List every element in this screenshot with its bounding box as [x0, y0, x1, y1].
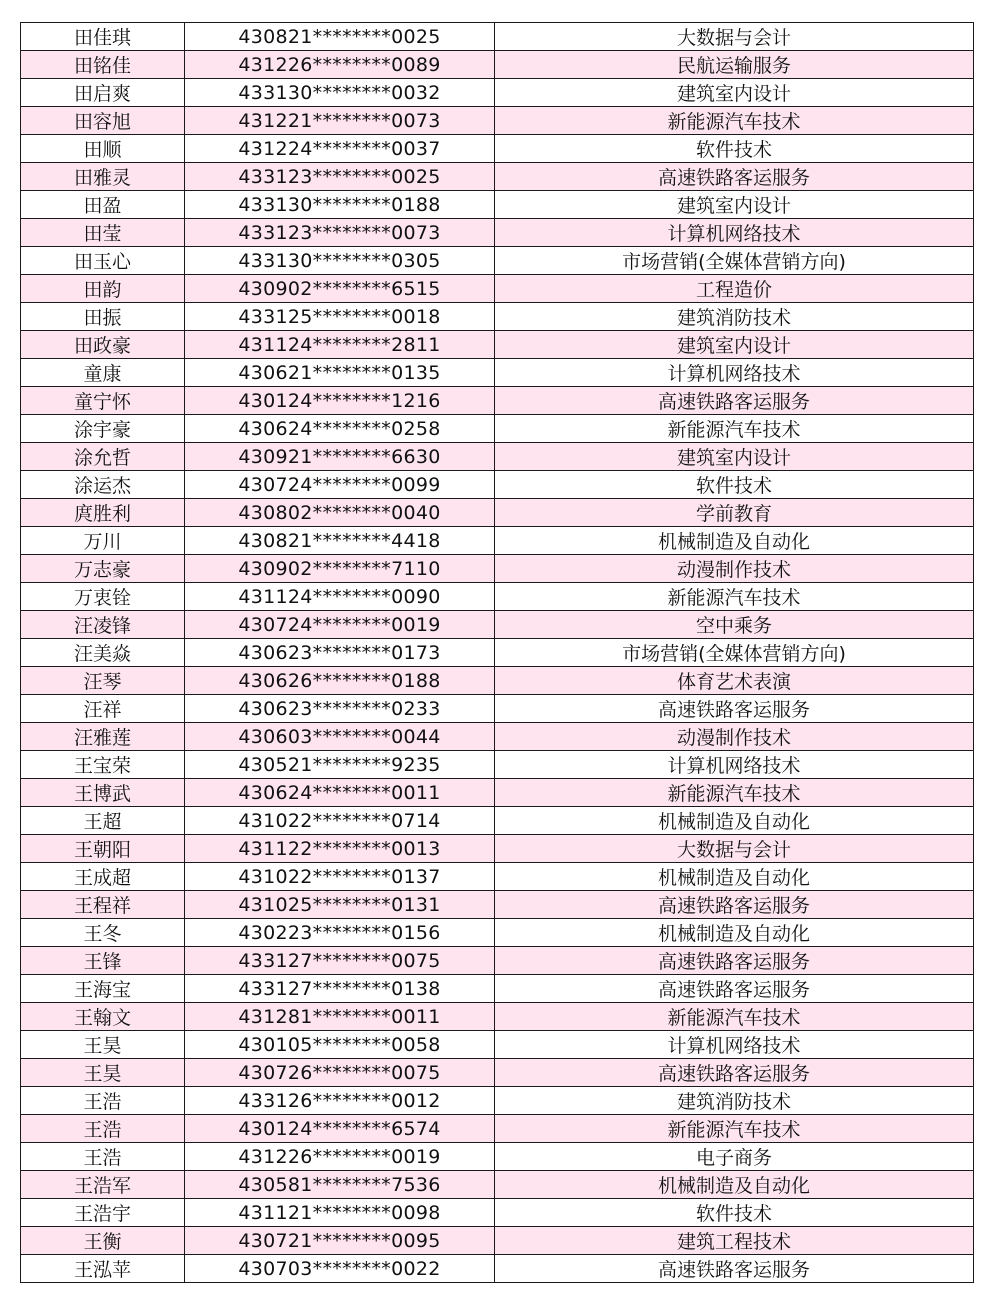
id-number-cell: 430921********6630: [185, 443, 495, 471]
major-cell: 高速铁路客运服务: [495, 695, 974, 723]
student-name-cell: 童康: [21, 359, 185, 387]
major-cell: 市场营销(全媒体营销方向): [495, 247, 974, 275]
major-cell: 新能源汽车技术: [495, 1003, 974, 1031]
table-row: [21, 975, 974, 1003]
student-name-cell: 汪雅莲: [21, 723, 185, 751]
id-number-cell: 431025********0131: [185, 891, 495, 919]
major-cell: 学前教育: [495, 499, 974, 527]
table-row: [21, 23, 974, 51]
table-row: [21, 79, 974, 107]
major-cell: 市场营销(全媒体营销方向): [495, 639, 974, 667]
major-cell: 建筑室内设计: [495, 79, 974, 107]
student-name-cell: 王成超: [21, 863, 185, 891]
major-cell: 民航运输服务: [495, 51, 974, 79]
student-name-cell: 王程祥: [21, 891, 185, 919]
major-cell: 软件技术: [495, 1199, 974, 1227]
student-name-cell: 田玉心: [21, 247, 185, 275]
id-number-cell: 430902********6515: [185, 275, 495, 303]
major-cell: 电子商务: [495, 1143, 974, 1171]
id-number-cell: 431124********2811: [185, 331, 495, 359]
id-number-cell: 430223********0156: [185, 919, 495, 947]
id-number-cell: 433126********0012: [185, 1087, 495, 1115]
student-name-cell: 王超: [21, 807, 185, 835]
student-name-cell: 万衷铨: [21, 583, 185, 611]
major-cell: 高速铁路客运服务: [495, 387, 974, 415]
table-row: [21, 107, 974, 135]
student-name-cell: 汪琴: [21, 667, 185, 695]
student-name-cell: 童宁怀: [21, 387, 185, 415]
table-row: [21, 695, 974, 723]
id-number-cell: 431224********0037: [185, 135, 495, 163]
major-cell: 高速铁路客运服务: [495, 947, 974, 975]
student-name-cell: 王博武: [21, 779, 185, 807]
major-cell: 高速铁路客运服务: [495, 891, 974, 919]
student-name-cell: 田启爽: [21, 79, 185, 107]
table-row: [21, 163, 974, 191]
table-row: [21, 191, 974, 219]
table-row: [21, 331, 974, 359]
student-name-cell: 王宝荣: [21, 751, 185, 779]
student-name-cell: 田盈: [21, 191, 185, 219]
table-row: [21, 219, 974, 247]
student-name-cell: 庹胜利: [21, 499, 185, 527]
id-number-cell: 430626********0188: [185, 667, 495, 695]
major-cell: 机械制造及自动化: [495, 527, 974, 555]
table-row: [21, 1087, 974, 1115]
table-row: [21, 639, 974, 667]
major-cell: 建筑室内设计: [495, 191, 974, 219]
id-number-cell: 430624********0258: [185, 415, 495, 443]
id-number-cell: 430703********0022: [185, 1255, 495, 1283]
major-cell: 空中乘务: [495, 611, 974, 639]
student-name-cell: 王昊: [21, 1031, 185, 1059]
id-number-cell: 431221********0073: [185, 107, 495, 135]
table-row: [21, 1227, 974, 1255]
student-roster-table: [20, 22, 974, 1283]
major-cell: 动漫制作技术: [495, 723, 974, 751]
table-row: [21, 947, 974, 975]
student-name-cell: 王衡: [21, 1227, 185, 1255]
student-name-cell: 汪凌锋: [21, 611, 185, 639]
major-cell: 计算机网络技术: [495, 1031, 974, 1059]
major-cell: 建筑室内设计: [495, 443, 974, 471]
student-name-cell: 田佳琪: [21, 23, 185, 51]
id-number-cell: 433130********0032: [185, 79, 495, 107]
roster-body: [21, 23, 974, 1283]
id-number-cell: 430802********0040: [185, 499, 495, 527]
major-cell: 高速铁路客运服务: [495, 975, 974, 1003]
major-cell: 新能源汽车技术: [495, 1115, 974, 1143]
major-cell: 新能源汽车技术: [495, 415, 974, 443]
table-row: [21, 303, 974, 331]
id-number-cell: 430821********0025: [185, 23, 495, 51]
table-row: [21, 387, 974, 415]
student-name-cell: 汪美焱: [21, 639, 185, 667]
id-number-cell: 430724********0099: [185, 471, 495, 499]
id-number-cell: 430124********6574: [185, 1115, 495, 1143]
major-cell: 建筑室内设计: [495, 331, 974, 359]
table-row: [21, 835, 974, 863]
major-cell: 新能源汽车技术: [495, 107, 974, 135]
student-name-cell: 汪祥: [21, 695, 185, 723]
student-name-cell: 田雅灵: [21, 163, 185, 191]
major-cell: 建筑消防技术: [495, 1087, 974, 1115]
major-cell: 建筑消防技术: [495, 303, 974, 331]
student-name-cell: 万川: [21, 527, 185, 555]
table-row: [21, 807, 974, 835]
major-cell: 大数据与会计: [495, 835, 974, 863]
student-name-cell: 王翰文: [21, 1003, 185, 1031]
student-name-cell: 涂宇豪: [21, 415, 185, 443]
student-name-cell: 田政豪: [21, 331, 185, 359]
id-number-cell: 433123********0073: [185, 219, 495, 247]
table-row: [21, 779, 974, 807]
table-row: [21, 247, 974, 275]
id-number-cell: 433125********0018: [185, 303, 495, 331]
id-number-cell: 430521********9235: [185, 751, 495, 779]
major-cell: 动漫制作技术: [495, 555, 974, 583]
major-cell: 工程造价: [495, 275, 974, 303]
student-name-cell: 王浩军: [21, 1171, 185, 1199]
student-name-cell: 王冬: [21, 919, 185, 947]
table-row: [21, 751, 974, 779]
table-row: [21, 275, 974, 303]
student-name-cell: 涂运杰: [21, 471, 185, 499]
id-number-cell: 431022********0714: [185, 807, 495, 835]
table-row: [21, 667, 974, 695]
major-cell: 软件技术: [495, 471, 974, 499]
major-cell: 机械制造及自动化: [495, 863, 974, 891]
major-cell: 高速铁路客运服务: [495, 1059, 974, 1087]
student-name-cell: 王朝阳: [21, 835, 185, 863]
table-row: [21, 555, 974, 583]
major-cell: 软件技术: [495, 135, 974, 163]
id-number-cell: 431226********0019: [185, 1143, 495, 1171]
major-cell: 大数据与会计: [495, 23, 974, 51]
id-number-cell: 433123********0025: [185, 163, 495, 191]
major-cell: 体育艺术表演: [495, 667, 974, 695]
id-number-cell: 430726********0075: [185, 1059, 495, 1087]
major-cell: 高速铁路客运服务: [495, 1255, 974, 1283]
id-number-cell: 430603********0044: [185, 723, 495, 751]
table-row: [21, 1143, 974, 1171]
id-number-cell: 430623********0173: [185, 639, 495, 667]
id-number-cell: 430621********0135: [185, 359, 495, 387]
student-name-cell: 田振: [21, 303, 185, 331]
id-number-cell: 430821********4418: [185, 527, 495, 555]
major-cell: 计算机网络技术: [495, 219, 974, 247]
student-name-cell: 涂允哲: [21, 443, 185, 471]
id-number-cell: 430623********0233: [185, 695, 495, 723]
id-number-cell: 431122********0013: [185, 835, 495, 863]
major-cell: 机械制造及自动化: [495, 807, 974, 835]
table-row: [21, 359, 974, 387]
student-name-cell: 万志豪: [21, 555, 185, 583]
table-row: [21, 611, 974, 639]
id-number-cell: 430124********1216: [185, 387, 495, 415]
student-name-cell: 王浩: [21, 1143, 185, 1171]
table-row: [21, 443, 974, 471]
student-name-cell: 王海宝: [21, 975, 185, 1003]
table-row: [21, 891, 974, 919]
table-row: [21, 415, 974, 443]
table-row: [21, 723, 974, 751]
student-name-cell: 田莹: [21, 219, 185, 247]
id-number-cell: 430581********7536: [185, 1171, 495, 1199]
table-row: [21, 1171, 974, 1199]
id-number-cell: 433127********0138: [185, 975, 495, 1003]
student-name-cell: 王泓苹: [21, 1255, 185, 1283]
id-number-cell: 431124********0090: [185, 583, 495, 611]
table-row: [21, 51, 974, 79]
major-cell: 新能源汽车技术: [495, 583, 974, 611]
major-cell: 计算机网络技术: [495, 751, 974, 779]
id-number-cell: 431226********0089: [185, 51, 495, 79]
id-number-cell: 433130********0188: [185, 191, 495, 219]
id-number-cell: 430105********0058: [185, 1031, 495, 1059]
student-name-cell: 王浩: [21, 1115, 185, 1143]
major-cell: 高速铁路客运服务: [495, 163, 974, 191]
student-name-cell: 王浩宇: [21, 1199, 185, 1227]
table-row: [21, 499, 974, 527]
id-number-cell: 433127********0075: [185, 947, 495, 975]
id-number-cell: 430902********7110: [185, 555, 495, 583]
student-name-cell: 田韵: [21, 275, 185, 303]
table-row: [21, 1031, 974, 1059]
table-row: [21, 471, 974, 499]
table-row: [21, 1115, 974, 1143]
major-cell: 机械制造及自动化: [495, 1171, 974, 1199]
major-cell: 建筑工程技术: [495, 1227, 974, 1255]
table-row: [21, 1255, 974, 1283]
id-number-cell: 431121********0098: [185, 1199, 495, 1227]
major-cell: 新能源汽车技术: [495, 779, 974, 807]
student-name-cell: 王锋: [21, 947, 185, 975]
student-name-cell: 王昊: [21, 1059, 185, 1087]
table-row: [21, 527, 974, 555]
id-number-cell: 430721********0095: [185, 1227, 495, 1255]
major-cell: 计算机网络技术: [495, 359, 974, 387]
student-name-cell: 田铭佳: [21, 51, 185, 79]
table-row: [21, 1003, 974, 1031]
id-number-cell: 433130********0305: [185, 247, 495, 275]
major-cell: 机械制造及自动化: [495, 919, 974, 947]
table-row: [21, 583, 974, 611]
table-row: [21, 1059, 974, 1087]
id-number-cell: 430624********0011: [185, 779, 495, 807]
id-number-cell: 430724********0019: [185, 611, 495, 639]
table-row: [21, 135, 974, 163]
id-number-cell: 431022********0137: [185, 863, 495, 891]
table-row: [21, 863, 974, 891]
table-row: [21, 919, 974, 947]
student-name-cell: 王浩: [21, 1087, 185, 1115]
student-name-cell: 田容旭: [21, 107, 185, 135]
student-name-cell: 田顺: [21, 135, 185, 163]
id-number-cell: 431281********0011: [185, 1003, 495, 1031]
table-row: [21, 1199, 974, 1227]
